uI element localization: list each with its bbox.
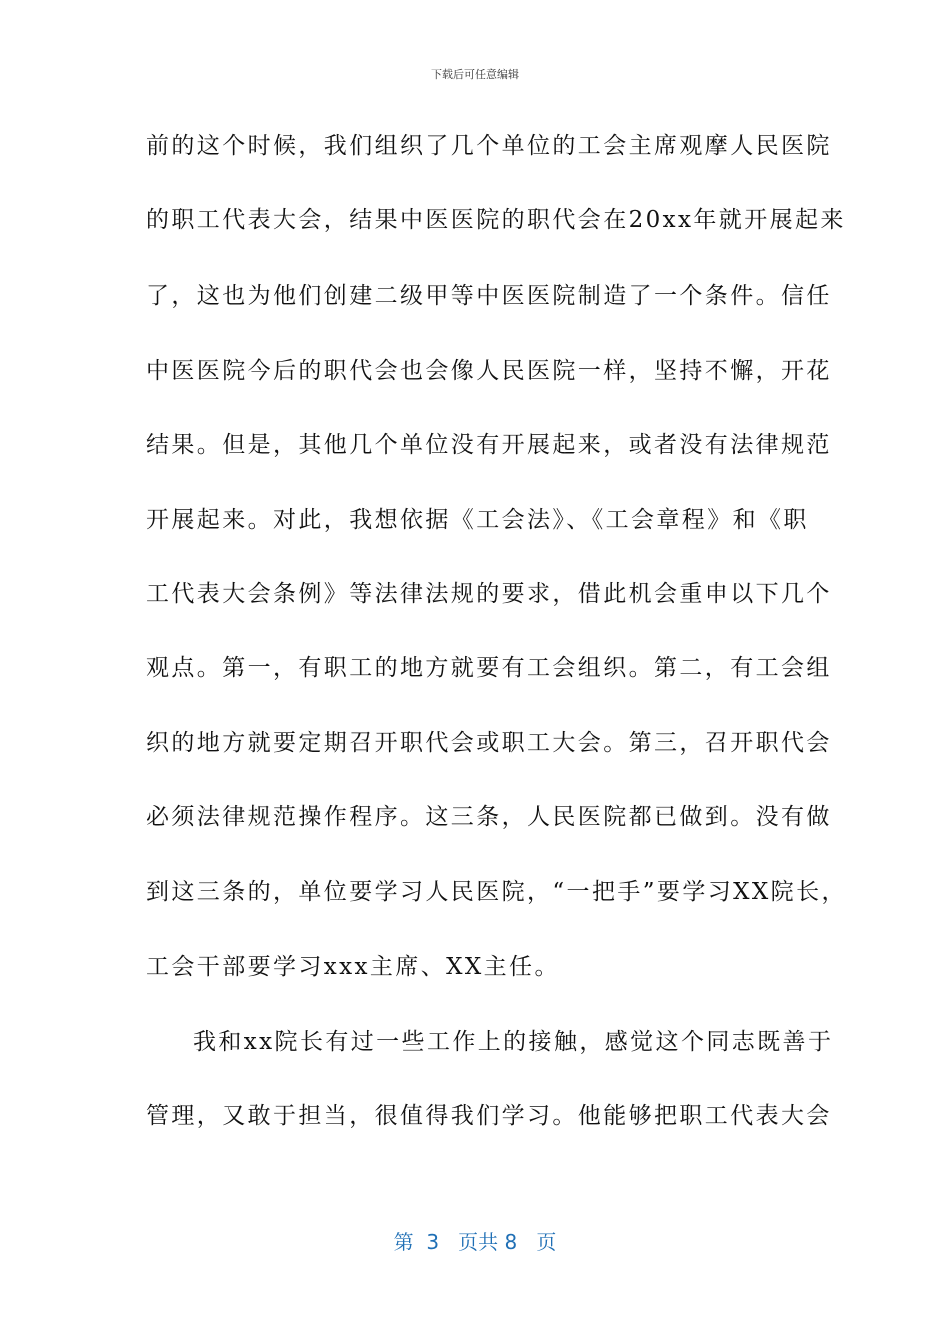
body-line: 必须法律规范操作程序。这三条，人民医院都已做到。没有做: [146, 804, 832, 830]
body-line: 开展起来。对此，我想依据《工会法》、《工会章程》和《职: [146, 507, 809, 533]
body-line: 结果。但是，其他几个单位没有开展起来，或者没有法律规范: [146, 432, 832, 458]
body-line: 到这三条的，单位要学习人民医院，“一把手”要学习XX院长，: [146, 879, 847, 905]
body-line: 管理，又敢于担当，很值得我们学习。他能够把职工代表大会: [146, 1103, 832, 1129]
page-number-footer: 第 3 页共 8 页: [393, 1230, 557, 1254]
body-line: 的职工代表大会，结果中医医院的职代会在20xx年就开展起来: [146, 207, 846, 233]
body-line: 工会干部要学习xxx主席、XX主任。: [146, 954, 560, 980]
body-line-paragraph-start: 我和xx院长有过一些工作上的接触，感觉这个同志既善于: [193, 1029, 834, 1055]
body-line: 工代表大会条例》等法律法规的要求，借此机会重申以下几个: [146, 581, 832, 607]
body-line: 前的这个时候，我们组织了几个单位的工会主席观摩人民医院: [146, 133, 832, 159]
document-header-note: 下载后可任意编辑: [431, 68, 519, 81]
body-line: 中医医院今后的职代会也会像人民医院一样，坚持不懈，开花: [146, 358, 832, 384]
body-line: 观点。第一，有职工的地方就要有工会组织。第二，有工会组: [146, 655, 832, 681]
body-line: 织的地方就要定期召开职代会或职工大会。第三，召开职代会: [146, 730, 832, 756]
body-line: 了，这也为他们创建二级甲等中医医院制造了一个条件。信任: [146, 283, 832, 309]
